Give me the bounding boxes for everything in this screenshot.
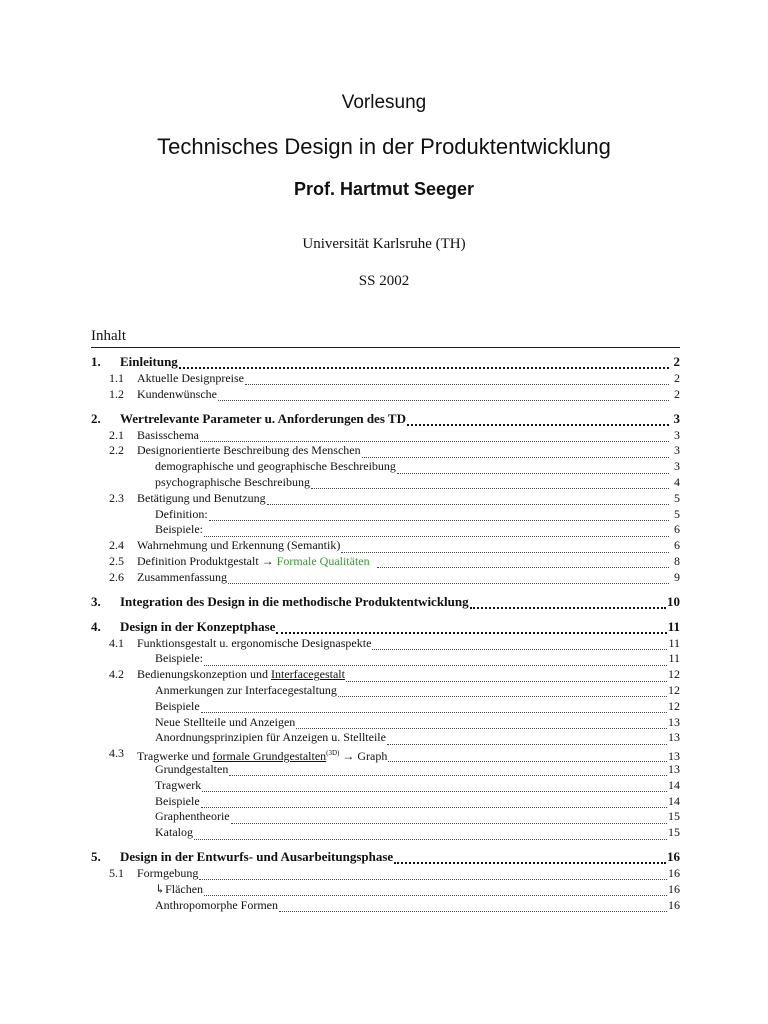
toc-label-part: Tragwerke und	[137, 749, 210, 764]
toc-leader	[228, 573, 669, 584]
toc-label: Formgebung	[137, 865, 199, 880]
toc-entry-2-3-b[interactable]	[91, 522, 680, 538]
arrow-right-icon: →	[342, 749, 355, 764]
author-name: Prof. Hartmut Seeger	[293, 179, 475, 199]
toc-page: 11	[668, 635, 680, 650]
toc-entry-1-1[interactable]	[91, 371, 680, 387]
toc-number: 3.	[91, 593, 101, 609]
toc-entry-5-1-b[interactable]	[91, 898, 680, 914]
superscript-3d: (3D)	[326, 749, 340, 758]
toc-entry-4-1-a[interactable]	[91, 651, 680, 667]
toc-number: 4.2	[109, 667, 124, 682]
toc-entry-4[interactable]	[91, 618, 680, 636]
toc-page: 2	[673, 354, 680, 369]
toc-leader	[267, 494, 669, 505]
toc-page: 2	[674, 386, 680, 401]
toc-entry-2-6[interactable]	[91, 570, 680, 586]
toc-entry-2-1[interactable]	[91, 428, 680, 444]
toc-page: 13	[668, 761, 680, 776]
toc-entry-5-1-a[interactable]	[91, 882, 680, 898]
toc-page: 14	[668, 777, 680, 792]
university-name: Universität Karlsruhe (TH)	[302, 236, 466, 252]
toc-label: Integration des Design in die methodische Produktentwicklung	[120, 593, 469, 609]
toc-leader	[296, 718, 667, 729]
toc-number: 2.6	[109, 569, 124, 584]
toc-leader	[341, 542, 669, 553]
toc-page: 16	[668, 865, 680, 880]
semester-label: SS 2002	[358, 273, 410, 289]
toc-label: Design in der Konzeptphase	[120, 618, 276, 634]
toc-page: 12	[668, 698, 680, 713]
toc-label: Definition:	[155, 506, 208, 521]
toc-leader	[407, 414, 669, 426]
toc-entry-4-2-d[interactable]	[91, 730, 680, 746]
toc-label: Beispiele:	[155, 522, 203, 537]
toc-number: 2.4	[109, 538, 124, 553]
toc-label-link[interactable]: formale Grundgestalten	[212, 749, 327, 764]
toc-page: 6	[674, 522, 680, 537]
toc-page: 13	[668, 714, 680, 729]
toc-page: 12	[668, 667, 680, 682]
toc-label: Aktuelle Designpreise	[137, 371, 244, 385]
toc-entry-2-3[interactable]	[91, 491, 680, 507]
toc-page: 10	[667, 593, 680, 609]
toc-entry-4-3-c[interactable]	[91, 794, 680, 810]
toc-leader	[387, 734, 667, 745]
toc-label: Anthropomorphe Formen	[155, 897, 278, 912]
toc-label: psychographische Beschreibung	[155, 474, 310, 489]
toc-entry-2-3-a[interactable]	[91, 507, 680, 523]
toc-page: 11	[667, 618, 680, 634]
toc-page: 13	[668, 749, 680, 764]
toc-page: 8	[674, 553, 680, 568]
toc-entry-2-2-a[interactable]	[91, 459, 680, 475]
toc-leader	[279, 901, 667, 912]
toc-leader	[311, 478, 669, 489]
toc-number: 1.1	[109, 371, 124, 385]
toc-label-link[interactable]: Interfacegestalt	[270, 667, 345, 682]
toc-page: 3	[674, 427, 680, 442]
toc-label: Design in der Entwurfs- und Ausarbeitungsphase	[120, 848, 394, 864]
toc-number: 2.1	[109, 427, 124, 442]
toc-heading: Inhalt	[91, 328, 126, 344]
toc-page: 3	[674, 459, 680, 474]
toc-label: Basisschema	[137, 427, 199, 442]
toc-label: Zusammenfassung	[137, 569, 227, 584]
lecture-label: Vorlesung	[341, 92, 427, 113]
toc-entry-1[interactable]	[91, 353, 680, 371]
toc-leader	[204, 655, 667, 666]
toc-label: Designorientierte Beschreibung des Menschen	[137, 443, 361, 458]
toc-label-part: Graph	[357, 749, 388, 764]
toc-entry-5[interactable]	[91, 848, 680, 866]
toc-label: Wertrelevante Parameter u. Anforderungen des TD	[120, 410, 406, 426]
toc-leader	[338, 686, 667, 697]
toc-page: 16	[667, 848, 680, 864]
toc-page: 16	[668, 897, 680, 912]
toc-number: 1.2	[109, 386, 124, 401]
toc-leader	[372, 639, 667, 650]
toc-number: 5.1	[109, 865, 124, 880]
toc-entry-4-2-b[interactable]	[91, 699, 680, 715]
toc-leader	[229, 765, 667, 776]
toc-entry-4-2-a[interactable]	[91, 683, 680, 699]
toc-page: 2	[674, 371, 680, 385]
toc-entry-4-3-a[interactable]	[91, 762, 680, 778]
toc-number: 4.3	[109, 746, 124, 761]
toc-label	[155, 882, 203, 898]
toc-leader	[209, 510, 669, 521]
toc-number: 2.3	[109, 490, 124, 505]
toc-entry-4-3-d[interactable]	[91, 809, 680, 825]
toc-page: 16	[668, 881, 680, 896]
toc-leader	[204, 526, 669, 537]
toc-entry-2-2[interactable]	[91, 443, 680, 459]
toc-page: 3	[673, 410, 680, 426]
toc-entry-2-5[interactable]	[91, 554, 680, 570]
toc-label: Katalog	[155, 825, 193, 840]
return-arrow-icon: ↳	[155, 881, 166, 896]
toc-number: 5.	[91, 848, 101, 864]
toc-entry-4-3[interactable]	[91, 746, 680, 762]
toc-heading-rule	[91, 347, 680, 348]
toc-leader	[231, 813, 667, 824]
toc-label: Neue Stellteile und Anzeigen	[155, 714, 296, 729]
toc-label-part: Flächen	[165, 881, 204, 896]
toc-page: 3	[674, 443, 680, 458]
toc-label: Einleitung	[120, 354, 178, 369]
toc-label: Anmerkungen zur Interfacegestaltung	[155, 682, 337, 697]
toc-label: Beispiele:	[155, 651, 203, 666]
toc-page: 5	[674, 490, 680, 505]
toc-entry-2-2-b[interactable]	[91, 475, 680, 491]
toc-label: Graphentheorie	[155, 809, 230, 824]
toc-label: Grundgestalten	[155, 761, 229, 776]
toc-label: demographische und geographische Beschreibung	[155, 459, 396, 474]
toc-entry-5-1[interactable]	[91, 866, 680, 882]
document-title: Technisches Design in der Produktentwicklung	[157, 134, 611, 159]
toc-leader	[245, 374, 669, 385]
toc-entry-3[interactable]	[91, 593, 680, 611]
toc-number: 2.2	[109, 443, 124, 458]
toc-page: 12	[668, 682, 680, 697]
toc-label-part: Definition Produktgestalt	[137, 553, 259, 568]
toc-label: Beispiele	[155, 698, 200, 713]
toc-entry-4-2[interactable]	[91, 667, 680, 683]
toc-leader	[362, 447, 669, 458]
toc-leader	[201, 797, 667, 808]
toc-leader	[202, 781, 667, 792]
toc-leader	[200, 431, 669, 442]
toc-label: Tragwerk	[155, 777, 202, 792]
toc-number: 1.	[91, 354, 101, 369]
toc-page: 14	[668, 793, 680, 808]
toc-page: 11	[668, 651, 680, 666]
toc-label-link[interactable]: Formale Qualitäten	[276, 553, 370, 568]
toc-entry-4-2-c[interactable]	[91, 715, 680, 731]
toc-leader	[394, 852, 666, 864]
toc-label: Kundenwünsche	[137, 386, 217, 401]
toc-entry-1-2[interactable]	[91, 387, 680, 403]
toc-page: 15	[668, 825, 680, 840]
toc-leader	[194, 829, 667, 840]
toc-entry-4-3-e[interactable]	[91, 825, 680, 841]
toc-entry-4-3-b[interactable]	[91, 778, 680, 794]
toc-label-part: Bedienungskonzeption und	[137, 667, 268, 682]
toc-entry-2[interactable]	[91, 410, 680, 428]
toc-leader	[204, 885, 667, 896]
toc-entry-2-4[interactable]	[91, 538, 680, 554]
toc-leader	[276, 622, 666, 634]
toc-label	[137, 667, 345, 683]
toc-page: 6	[674, 538, 680, 553]
arrow-right-icon: →	[261, 553, 274, 568]
toc-label: Funktionsgestalt u. ergonomische Designaspekte	[137, 635, 372, 650]
toc-leader	[346, 671, 667, 682]
toc-leader	[470, 597, 666, 609]
toc-leader	[397, 463, 669, 474]
toc-leader	[218, 390, 669, 401]
toc-number: 4.1	[109, 635, 124, 650]
toc-number: 2.5	[109, 553, 124, 568]
toc-label: Beispiele	[155, 793, 200, 808]
toc-entry-4-1[interactable]	[91, 636, 680, 652]
toc-leader	[377, 557, 669, 568]
toc-label: Betätigung und Benutzung	[137, 490, 266, 505]
toc-page: 15	[668, 809, 680, 824]
toc-leader	[199, 869, 667, 880]
toc-label	[137, 554, 376, 570]
toc-page: 5	[674, 506, 680, 521]
toc-number: 4.	[91, 618, 101, 634]
toc-number: 2.	[91, 410, 101, 426]
toc-leader	[201, 702, 667, 713]
toc-page: 13	[668, 730, 680, 745]
toc-label: Wahrnehmung und Erkennung (Semantik)	[137, 538, 341, 553]
toc-leader	[388, 751, 667, 762]
table-of-contents	[91, 353, 680, 913]
toc-page: 9	[674, 569, 680, 584]
toc-label: Anordnungsprinzipien für Anzeigen u. Stellteile	[155, 730, 386, 745]
toc-page: 4	[674, 474, 680, 489]
toc-leader	[179, 357, 669, 369]
